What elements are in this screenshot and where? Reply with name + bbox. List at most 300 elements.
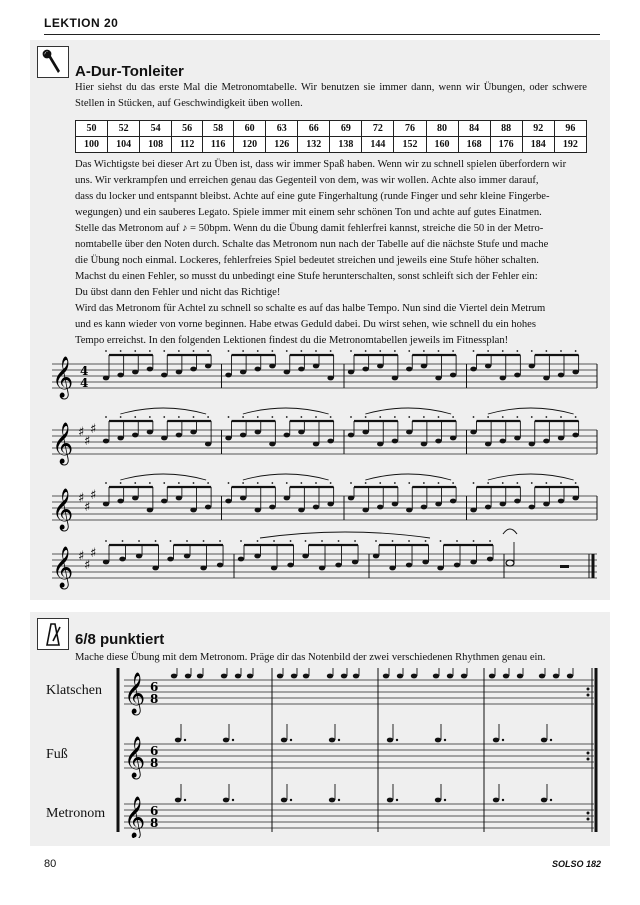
staccato-dot xyxy=(300,416,302,418)
note-head xyxy=(377,442,383,447)
note-head xyxy=(223,798,229,803)
wrench-icon xyxy=(37,46,69,78)
note-head xyxy=(302,554,308,559)
metronome-cell: 80 xyxy=(426,121,458,137)
staccato-dot xyxy=(473,540,475,542)
instruction-line: nomtabelle über den Noten durch. Schalte das Metronom nun nach der Tabelle auf die nächste Stufe und mache xyxy=(75,239,549,250)
note-head xyxy=(185,674,191,679)
staccato-dot xyxy=(560,482,562,484)
staccato-dot xyxy=(452,416,454,418)
note-head xyxy=(255,367,261,372)
staccato-dot xyxy=(489,540,491,542)
note-head xyxy=(348,496,354,501)
note-head xyxy=(470,430,476,435)
note-head xyxy=(377,505,383,510)
metronome-cell: 66 xyxy=(298,121,330,137)
note-head xyxy=(500,439,506,444)
augmentation-dot xyxy=(444,799,446,801)
repeat-dot xyxy=(587,688,590,691)
slur xyxy=(365,408,451,414)
staccato-dot xyxy=(365,350,367,352)
treble-clef: 𝄞 xyxy=(52,357,74,398)
note-head xyxy=(161,499,167,504)
staccato-dot xyxy=(170,540,172,542)
note-head xyxy=(281,798,287,803)
note-head xyxy=(493,798,499,803)
note-head xyxy=(422,560,428,565)
slur xyxy=(488,474,574,480)
metronome-cell: 72 xyxy=(362,121,394,137)
staccato-dot xyxy=(531,416,533,418)
staccato-dot xyxy=(438,416,440,418)
augmentation-dot xyxy=(290,739,292,741)
note-head xyxy=(485,505,491,510)
augmentation-dot xyxy=(502,799,504,801)
note-head xyxy=(287,563,293,568)
staccato-dot xyxy=(338,540,340,542)
note-head xyxy=(327,376,333,381)
note-head xyxy=(313,364,319,369)
metronome-cell: 176 xyxy=(490,137,522,153)
note-head xyxy=(184,554,190,559)
staccato-dot xyxy=(394,416,396,418)
staccato-dot xyxy=(178,416,180,418)
augmentation-dot xyxy=(396,739,398,741)
note-head xyxy=(327,439,333,444)
time-signature: 8 xyxy=(150,692,159,706)
staccato-dot xyxy=(219,540,221,542)
staccato-dot xyxy=(163,482,165,484)
note-head xyxy=(277,674,283,679)
note-head xyxy=(572,433,578,438)
note-head xyxy=(348,433,354,438)
staccato-dot xyxy=(473,350,475,352)
staccato-dot xyxy=(257,350,259,352)
note-head xyxy=(147,508,153,513)
repeat-dot xyxy=(587,812,590,815)
staccato-dot xyxy=(560,350,562,352)
scale-score xyxy=(40,350,600,610)
augmentation-dot xyxy=(290,799,292,801)
note-head xyxy=(161,373,167,378)
staccato-dot xyxy=(438,350,440,352)
note-head xyxy=(240,433,246,438)
staccato-dot xyxy=(228,416,230,418)
note-head xyxy=(517,674,523,679)
staccato-dot xyxy=(330,416,332,418)
staccato-dot xyxy=(456,540,458,542)
note-head xyxy=(529,364,535,369)
note-head xyxy=(572,496,578,501)
note-head xyxy=(373,554,379,559)
staccato-dot xyxy=(330,350,332,352)
augmentation-dot xyxy=(338,799,340,801)
staccato-dot xyxy=(149,350,151,352)
note-head xyxy=(284,433,290,438)
section-title-6-8: 6/8 punktiert xyxy=(75,631,165,648)
staccato-dot xyxy=(203,540,205,542)
note-head xyxy=(450,436,456,441)
instruction-line: Machst du einen Fehler, so musst du unbedingt eine Stufe herunterschalten, sonst schleift sich der Fehler ein: xyxy=(75,271,538,282)
treble-clef: 𝄞 xyxy=(52,547,74,588)
note-head xyxy=(117,499,123,504)
staccato-dot xyxy=(575,416,577,418)
staccato-dot xyxy=(134,416,136,418)
note-head xyxy=(406,508,412,513)
augmentation-dot xyxy=(444,739,446,741)
staccato-dot xyxy=(186,540,188,542)
note-head xyxy=(269,442,275,447)
sharp-sign: ♯ xyxy=(84,434,91,449)
note-head xyxy=(514,436,520,441)
note-head xyxy=(103,560,109,565)
staccato-dot xyxy=(531,350,533,352)
note-head xyxy=(271,566,277,571)
staccato-dot xyxy=(105,416,107,418)
staccato-dot xyxy=(300,482,302,484)
note-head xyxy=(103,439,109,444)
note-head xyxy=(387,798,393,803)
staccato-dot xyxy=(350,350,352,352)
staccato-dot xyxy=(193,350,195,352)
note-head xyxy=(543,439,549,444)
note-head xyxy=(327,502,333,507)
note-head xyxy=(221,674,227,679)
staccato-dot xyxy=(105,350,107,352)
note-head xyxy=(255,430,261,435)
note-head xyxy=(313,505,319,510)
sharp-sign: ♯ xyxy=(90,488,97,503)
staccato-dot xyxy=(163,350,165,352)
staccato-dot xyxy=(531,482,533,484)
note-head xyxy=(298,508,304,513)
staccato-dot xyxy=(375,540,377,542)
note-head xyxy=(205,364,211,369)
staccato-dot xyxy=(305,540,307,542)
note-head xyxy=(152,566,158,571)
catalog-number: SOLSO 182 xyxy=(552,859,602,869)
treble-clef: 𝄞 xyxy=(52,489,74,530)
instruction-line: die Übung noch einmal. Lockeres, fehlerfreies Spiel bedeutet streichen und jeweils eine Stufe höher schalten. xyxy=(75,255,539,266)
note-head xyxy=(470,560,476,565)
note-head xyxy=(500,502,506,507)
note-head xyxy=(493,738,499,743)
note-head xyxy=(132,496,138,501)
staccato-dot xyxy=(394,350,396,352)
note-head xyxy=(421,505,427,510)
staccato-dot xyxy=(408,350,410,352)
note-head xyxy=(529,442,535,447)
staccato-dot xyxy=(575,350,577,352)
note-head xyxy=(454,563,460,568)
note-head xyxy=(387,738,393,743)
staccato-dot xyxy=(105,482,107,484)
staccato-dot xyxy=(286,416,288,418)
note-head xyxy=(103,376,109,381)
practice-instructions xyxy=(75,157,587,349)
metronome-cell: 192 xyxy=(554,137,586,153)
note-head xyxy=(435,502,441,507)
note-head xyxy=(411,674,417,679)
row-label-clap: Klatschen xyxy=(46,683,102,698)
note-head xyxy=(161,436,167,441)
staccato-dot xyxy=(423,350,425,352)
note-head xyxy=(487,557,493,562)
note-head xyxy=(235,674,241,679)
note-head xyxy=(447,674,453,679)
note-head xyxy=(572,370,578,375)
metronome-cell: 132 xyxy=(298,137,330,153)
note-head xyxy=(543,376,549,381)
staccato-dot xyxy=(271,416,273,418)
note-head xyxy=(281,738,287,743)
staccato-dot xyxy=(408,416,410,418)
staccato-dot xyxy=(502,416,504,418)
note-head xyxy=(543,502,549,507)
staccato-dot xyxy=(350,482,352,484)
staccato-dot xyxy=(120,482,122,484)
staccato-dot xyxy=(487,416,489,418)
note-head xyxy=(485,442,491,447)
fermata xyxy=(503,529,517,534)
sharp-sign: ♯ xyxy=(84,558,91,573)
time-signature: 8 xyxy=(150,756,159,770)
note-head xyxy=(225,436,231,441)
note-head xyxy=(392,439,398,444)
note-head xyxy=(461,674,467,679)
note-head xyxy=(238,557,244,562)
sharp-sign: ♯ xyxy=(78,549,85,564)
note-head xyxy=(558,499,564,504)
augmentation-dot xyxy=(338,739,340,741)
staccato-dot xyxy=(207,416,209,418)
note-head xyxy=(383,674,389,679)
staccato-dot xyxy=(423,482,425,484)
metronome-cell: 54 xyxy=(140,121,172,137)
time-signature: 8 xyxy=(150,816,159,830)
note-head xyxy=(167,557,173,562)
note-head xyxy=(377,364,383,369)
augmentation-dot xyxy=(232,799,234,801)
slur xyxy=(120,474,206,480)
note-head xyxy=(539,674,545,679)
metronome-cell: 168 xyxy=(458,137,490,153)
note-head xyxy=(335,563,341,568)
note-head xyxy=(500,376,506,381)
staccato-dot xyxy=(321,540,323,542)
staccato-dot xyxy=(207,482,209,484)
instruction-line: Du übst dann den Fehler und nicht das Richtige! xyxy=(75,287,281,298)
staccato-dot xyxy=(516,482,518,484)
note-head xyxy=(503,674,509,679)
half-note xyxy=(506,560,514,566)
staccato-dot xyxy=(155,540,157,542)
note-head xyxy=(529,505,535,510)
staccato-dot xyxy=(408,482,410,484)
metronome-icon xyxy=(37,618,69,650)
metronome-row-quarters xyxy=(76,137,587,153)
metronome-cell: 52 xyxy=(108,121,140,137)
augmentation-dot xyxy=(502,739,504,741)
note-head xyxy=(147,430,153,435)
staccato-dot xyxy=(120,350,122,352)
note-head xyxy=(341,674,347,679)
treble-clef: 𝄞 xyxy=(124,737,146,778)
note-head xyxy=(541,738,547,743)
staccato-dot xyxy=(134,482,136,484)
augmentation-dot xyxy=(232,739,234,741)
note-head xyxy=(254,554,260,559)
metronome-cell: 116 xyxy=(203,137,234,153)
metronome-cell: 144 xyxy=(362,137,394,153)
rhythm-score xyxy=(110,668,600,838)
section-title-a-dur: A-Dur-Tonleiter xyxy=(75,63,184,80)
staccato-dot xyxy=(257,482,259,484)
note-head xyxy=(392,502,398,507)
staccato-dot xyxy=(273,540,275,542)
note-head xyxy=(362,430,368,435)
metronome-cell: 56 xyxy=(172,121,203,137)
note-head xyxy=(397,674,403,679)
note-head xyxy=(470,508,476,513)
staccato-dot xyxy=(516,416,518,418)
staccato-dot xyxy=(134,350,136,352)
note-head xyxy=(558,373,564,378)
note-head xyxy=(217,563,223,568)
note-head xyxy=(225,499,231,504)
staccato-dot xyxy=(545,482,547,484)
metronome-cell: 60 xyxy=(234,121,266,137)
instruction-line: Wird das Metronom für Achtel zu schnell so schalte es auf das halbe Tempo. Nun sind die Viertel dein Metrum xyxy=(75,303,546,314)
staccato-dot xyxy=(242,350,244,352)
staccato-dot xyxy=(149,416,151,418)
instruction-line: Stelle das Metronom auf ♪ = 50bpm. Wenn du die Übung damit fehlerfrei kannst, streiche die 50 in der Metro- xyxy=(75,223,544,234)
staccato-dot xyxy=(438,482,440,484)
note-head xyxy=(205,442,211,447)
note-head xyxy=(240,496,246,501)
staccato-dot xyxy=(502,350,504,352)
staccato-dot xyxy=(178,350,180,352)
staccato-dot xyxy=(271,482,273,484)
staccato-dot xyxy=(354,540,356,542)
staccato-dot xyxy=(315,416,317,418)
note-head xyxy=(225,373,231,378)
note-head xyxy=(176,433,182,438)
note-head xyxy=(450,373,456,378)
staccato-dot xyxy=(315,482,317,484)
note-head xyxy=(175,738,181,743)
note-head xyxy=(514,499,520,504)
sharp-sign: ♯ xyxy=(90,422,97,437)
staccato-dot xyxy=(193,416,195,418)
repeat-dot xyxy=(587,818,590,821)
staccato-dot xyxy=(365,416,367,418)
instruction-line: Das Wichtigste bei dieser Art zu Üben ist, dass wir immer Spaß haben. Wenn wir zu schnell spielen überfordern wir xyxy=(75,159,567,170)
note-head xyxy=(352,560,358,565)
slur xyxy=(488,408,574,414)
metronome-row-eighths xyxy=(76,121,587,137)
instruction-line: uns. Wir verkrampfen und erreichen genau das Gegenteil von dem, was wir wollen. Achte also immer darauf, xyxy=(75,175,539,186)
slur xyxy=(243,474,329,480)
note-head xyxy=(553,674,559,679)
staccato-dot xyxy=(105,540,107,542)
metronome-cell: 112 xyxy=(172,137,203,153)
staccato-dot xyxy=(502,482,504,484)
staccato-dot xyxy=(315,350,317,352)
staccato-dot xyxy=(271,350,273,352)
note-head xyxy=(348,370,354,375)
sharp-sign: ♯ xyxy=(84,500,91,515)
staccato-dot xyxy=(473,482,475,484)
note-head xyxy=(303,674,309,679)
note-head xyxy=(269,505,275,510)
time-signature: 6 xyxy=(150,804,159,818)
note-head xyxy=(489,674,495,679)
metronome-cell: 120 xyxy=(234,137,266,153)
note-head xyxy=(433,674,439,679)
lesson-label: LEKTION 20 xyxy=(44,16,119,30)
slur xyxy=(365,474,451,480)
staccato-dot xyxy=(545,416,547,418)
instruction-line: dass du locker und entspannt bleibst. Achte auf eine gute Fingerhaltung (runde Finger und sehr kleine Fingerbe- xyxy=(75,191,550,202)
staccato-dot xyxy=(286,350,288,352)
staccato-dot xyxy=(487,482,489,484)
metronome-cell: 184 xyxy=(522,137,554,153)
row-label-metronome: Metronom xyxy=(46,806,106,821)
metronome-cell: 88 xyxy=(490,121,522,137)
staccato-dot xyxy=(120,416,122,418)
instruction-line: und es kann wieder von vorne beginnen. Habe etwas Geduld dabei. Du wirst sehen, wie schnell du ein hohes xyxy=(75,319,536,330)
note-head xyxy=(190,367,196,372)
staccato-dot xyxy=(425,540,427,542)
note-head xyxy=(117,436,123,441)
sharp-sign: ♯ xyxy=(78,491,85,506)
staccato-dot xyxy=(575,482,577,484)
staccato-dot xyxy=(379,482,381,484)
treble-clef: 𝄞 xyxy=(52,423,74,464)
time-signature: 6 xyxy=(150,680,159,694)
staccato-dot xyxy=(379,350,381,352)
staccato-dot xyxy=(408,540,410,542)
metronome-table xyxy=(75,120,587,153)
staccato-dot xyxy=(257,540,259,542)
note-head xyxy=(406,430,412,435)
staccato-dot xyxy=(545,350,547,352)
note-head xyxy=(329,738,335,743)
note-head xyxy=(392,376,398,381)
staccato-dot xyxy=(149,482,151,484)
note-head xyxy=(176,370,182,375)
staccato-dot xyxy=(452,482,454,484)
note-head xyxy=(329,798,335,803)
section-intro: Hier siehst du das erste Mal die Metronomtabelle. Wir benutzen sie immer dann, wenn wir Übungen, oder schwere Stellen in Stücken, auf Geschwindigkeit üben wollen. xyxy=(75,82,587,109)
note-head xyxy=(362,367,368,372)
note-head xyxy=(284,370,290,375)
note-head xyxy=(291,674,297,679)
staccato-dot xyxy=(440,540,442,542)
note-head xyxy=(558,436,564,441)
note-head xyxy=(389,566,395,571)
half-rest xyxy=(560,565,569,568)
note-head xyxy=(406,367,412,372)
staccato-dot xyxy=(163,416,165,418)
time-signature: 4 xyxy=(80,376,89,390)
note-head xyxy=(435,798,441,803)
note-head xyxy=(437,566,443,571)
treble-clef: 𝄞 xyxy=(124,673,146,714)
staccato-dot xyxy=(178,482,180,484)
note-head xyxy=(362,508,368,513)
